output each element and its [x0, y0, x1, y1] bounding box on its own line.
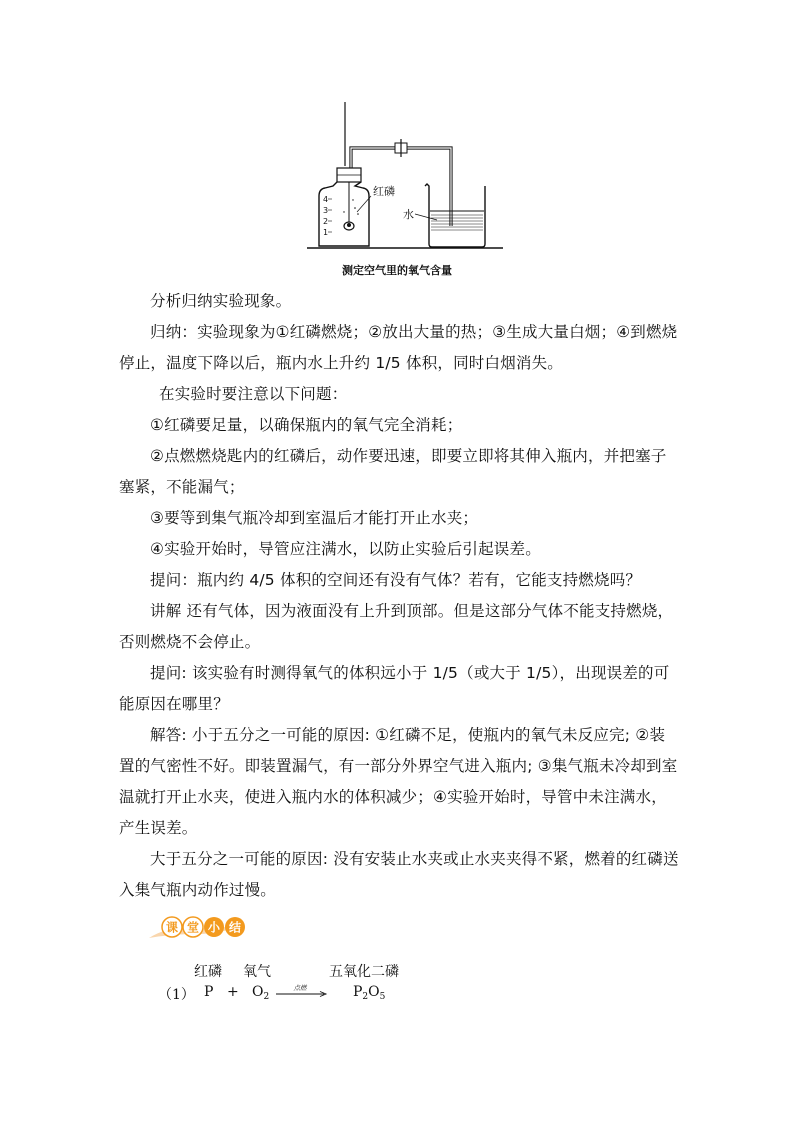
reaction-arrow [274, 982, 330, 1002]
paragraph: 归纳：实验现象为①红磷燃烧；②放出大量的热；③生成大量白烟；④到燃烧停止，温度下降以后，瓶内水上升约 1/5 体积，同时白烟消失。 [119, 323, 678, 372]
summary-char: 课 [165, 920, 179, 935]
name-oxygen: 氧气 [243, 964, 271, 980]
paragraph: 讲解 还有气体，因为液面没有上升到顶部。但是这部分气体不能支持燃烧，否则燃烧不会停止。 [119, 602, 674, 651]
paragraph: 在实验时要注意以下问题： [159, 385, 348, 403]
summary-badge [147, 914, 247, 944]
paragraph: 提问：瓶内约 4/5 体积的空间还有没有气体？若有，它能支持燃烧吗？ [150, 571, 642, 589]
name-phosphorus: 红磷 [194, 964, 222, 980]
paragraph: 分析归纳实验现象。 [150, 292, 292, 310]
scale-mark: 4 [323, 195, 329, 204]
paragraph: 解答: 小于五分之一可能的原因: ①红磷不足，使瓶内的氧气未反应完; ②装置的气密性不好。即装置漏气，有一部分外界空气进入瓶内; ③集气瓶未冷却到室温就打开止水夹，使进入瓶内水的体积减少；④实验开始时，导管中未注满水，产生误差。 [119, 726, 678, 837]
paragraph: 提问: 该实验有时测得氧气的体积远小于 1/5（或大于 1/5），出现误差的可能原因在哪里？ [119, 664, 670, 713]
figure-caption: 测定空气里的氧气含量 [342, 264, 452, 277]
reactant-p: P [204, 984, 214, 1000]
paragraph: ②点燃燃烧匙内的红磷后，动作要迅速，即要立即将其伸入瓶内，并把塞子塞紧，不能漏气； [119, 447, 667, 496]
name-p2o5: 五氧化二磷 [329, 964, 399, 980]
paragraph: ③要等到集气瓶冷却到室温后才能打开止水夹； [150, 509, 479, 527]
reactant-o2: $O_2$ [252, 984, 270, 1002]
label-phosphorus: 红磷 [373, 185, 395, 198]
paragraph: 大于五分之一可能的原因: 没有安装止水夹或止水夹夹得不紧，燃着的红磷送入集气瓶内动作过慢。 [119, 850, 679, 899]
plus-sign: + [227, 984, 239, 1000]
scale-mark: 3 [323, 206, 329, 215]
reaction-condition: 点燃 [293, 984, 307, 992]
apparatus-figure [305, 96, 505, 256]
product-p2o5: $P_2O_5$ [353, 984, 386, 1002]
summary-char: 小 [207, 920, 221, 935]
equation-number: （1） [158, 987, 195, 1003]
label-water: 水 [403, 208, 414, 221]
scale-mark: 1 [323, 228, 329, 237]
paragraph: ④实验开始时，导管应注满水，以防止实验后引起误差。 [150, 540, 541, 558]
summary-char: 堂 [186, 920, 200, 935]
summary-char: 结 [228, 920, 242, 935]
scale-mark: 2 [323, 217, 329, 226]
body-text [119, 286, 679, 906]
paragraph: ①红磷要足量，以确保瓶内的氧气完全消耗； [150, 416, 463, 434]
